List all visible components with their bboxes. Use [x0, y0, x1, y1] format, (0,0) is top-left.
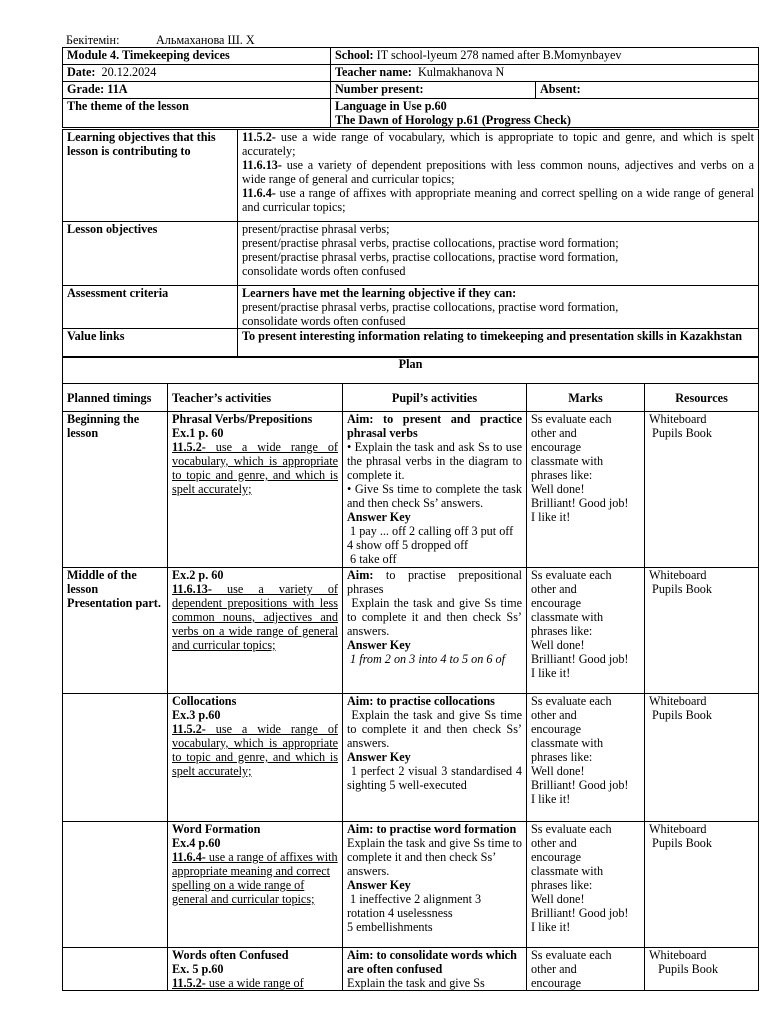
timing-cell: Middle of the lesson Presentation part.	[63, 568, 168, 694]
approval-line	[66, 33, 255, 47]
absent-cell: Absent:	[536, 82, 759, 99]
plan-table	[62, 356, 759, 991]
timing-cell	[63, 822, 168, 948]
theme-label: The theme of the lesson	[63, 99, 331, 128]
marks-cell: Ss evaluate each other and encourage classmate with phrases like: Well done! Brilliant! Good job! I like it!	[527, 568, 645, 694]
plan-row	[63, 412, 759, 568]
timing-cell: Beginning the lesson	[63, 412, 168, 568]
teacher-activity: Phrasal Verbs/Prepositions Ex.1 p. 60 11.5.2- use a wide range of vocabulary, which is appropriate to topic and genre, and which is spelt accurately;	[168, 412, 343, 568]
header-resources: Resources	[645, 384, 759, 412]
timing-cell	[63, 694, 168, 822]
pupil-activity: Aim: to practise collocations Explain the task and give Ss time to complete it and then check Ss’ answers. Answer Key 1 perfect 2 visual 3 standardised 4 sighting 5 well-executed	[343, 694, 527, 822]
plan-row	[63, 694, 759, 822]
header-teacher: Teacher’s activities	[168, 384, 343, 412]
teacher-activity: Words often Confused Ex. 5 p.60 11.5.2- use a wide range of	[168, 948, 343, 991]
teacher-activity: Collocations Ex.3 p.60 11.5.2- use a wide range of vocabulary, which is appropriate to topic and genre, and which is spelt accurately;	[168, 694, 343, 822]
marks-cell: Ss evaluate each other and encourage classmate with phrases like: Well done! Brilliant! Good job! I like it!	[527, 694, 645, 822]
approver-name: Альмаханова Ш. Х	[156, 33, 255, 47]
module-cell: Module 4. Timekeeping devices	[63, 48, 331, 65]
resources-cell: Whiteboard Pupils Book	[645, 694, 759, 822]
pupil-activity: Aim: to consolidate words which are often confused Explain the task and give Ss	[343, 948, 527, 991]
number-present-cell: Number present:	[331, 82, 536, 99]
timing-cell	[63, 948, 168, 991]
plan-row	[63, 822, 759, 948]
assessment-label: Assessment criteria	[63, 286, 238, 329]
teacher-activity: Word Formation Ex.4 p.60 11.6.4- use a range of affixes with appropriate meaning and correct spelling on a wide range of general and curricular topics;	[168, 822, 343, 948]
header-pupil: Pupil’s activities	[343, 384, 527, 412]
resources-cell: Whiteboard Pupils Book	[645, 948, 759, 991]
objectives-table	[62, 129, 759, 358]
pupil-activity: Aim: to practise prepositional phrases Explain the task and give Ss time to complete it and then check Ss’ answers. Answer Key 1 from 2 on 3 into 4 to 5 on 6 of	[343, 568, 527, 694]
marks-cell: Ss evaluate each other and encourage classmate with phrases like: Well done! Brilliant! Good job! I like it!	[527, 822, 645, 948]
resources-cell: Whiteboard Pupils Book	[645, 822, 759, 948]
teacher-activity: Ex.2 p. 60 11.6.13- use a variety of dependent prepositions with less common nouns, adjectives and verbs on a wide range of general and curricular topics;	[168, 568, 343, 694]
marks-cell: Ss evaluate each other and encourage classmate with phrases like: Well done! Brilliant! Good job! I like it!	[527, 412, 645, 568]
value-links-label: Value links	[63, 329, 238, 358]
theme-cell: Language in Use p.60 The Dawn of Horology p.61 (Progress Check)	[331, 99, 759, 128]
marks-cell: Ss evaluate each other and encourage	[527, 948, 645, 991]
resources-cell: Whiteboard Pupils Book	[645, 568, 759, 694]
objectives-label: Learning objectives that this lesson is contributing to	[63, 130, 238, 222]
date-cell: Date: 20.12.2024	[63, 65, 331, 82]
plan-row	[63, 948, 759, 991]
resources-cell: Whiteboard Pupils Book	[645, 412, 759, 568]
pupil-activity: Aim: to present and practice phrasal verbs • Explain the task and ask Ss to use the phrasal verbs in the diagram to complete it. • Give Ss time to complete the task and then check Ss’ answers. Answer Key 1 pay ... off 2 calling off 3 put off 4 show off 5 dropped off 6 take off	[343, 412, 527, 568]
plan-row	[63, 568, 759, 694]
approved-label: Бекітемін:	[66, 33, 120, 47]
header-timings: Planned timings	[63, 384, 168, 412]
objectives-list: 11.5.2- use a wide range of vocabulary, which is appropriate to topic and genre, and which is spelt accurately; 11.6.13- use a variety of dependent prepositions with less common nouns, adjectives and verbs on a wide range of general and curricular topics; 11.6.4- use a range of affixes with appropriate meaning and correct spelling on a wide range of general and curricular topics;	[238, 130, 759, 222]
grade-cell: Grade: 11A	[63, 82, 331, 99]
assessment-criteria: Learners have met the learning objective if they can: present/practise phrasal verbs, practise collocations, practise word formation, consolidate words often confused	[238, 286, 759, 329]
lesson-objectives-label: Lesson objectives	[63, 222, 238, 286]
value-links-text: To present interesting information relating to timekeeping and presentation skills in Kazakhstan	[238, 329, 759, 358]
header-table	[62, 47, 759, 128]
school-cell: School: IT school-lyeum 278 named after B.Momynbayev	[331, 48, 759, 65]
plan-title: Plan	[63, 357, 759, 384]
pupil-activity: Aim: to practise word formation Explain the task and give Ss time to complete it and then check Ss’ answers. Answer Key 1 ineffective 2 alignment 3 rotation 4 uselessness 5 embellishments	[343, 822, 527, 948]
header-marks: Marks	[527, 384, 645, 412]
lesson-objectives-list: present/practise phrasal verbs; present/practise phrasal verbs, practise collocations, practise word formation; present/practise phrasal verbs, practise collocations, practise word formation, consolidate words often confused	[238, 222, 759, 286]
teacher-cell: Teacher name: Kulmakhanova N	[331, 65, 759, 82]
